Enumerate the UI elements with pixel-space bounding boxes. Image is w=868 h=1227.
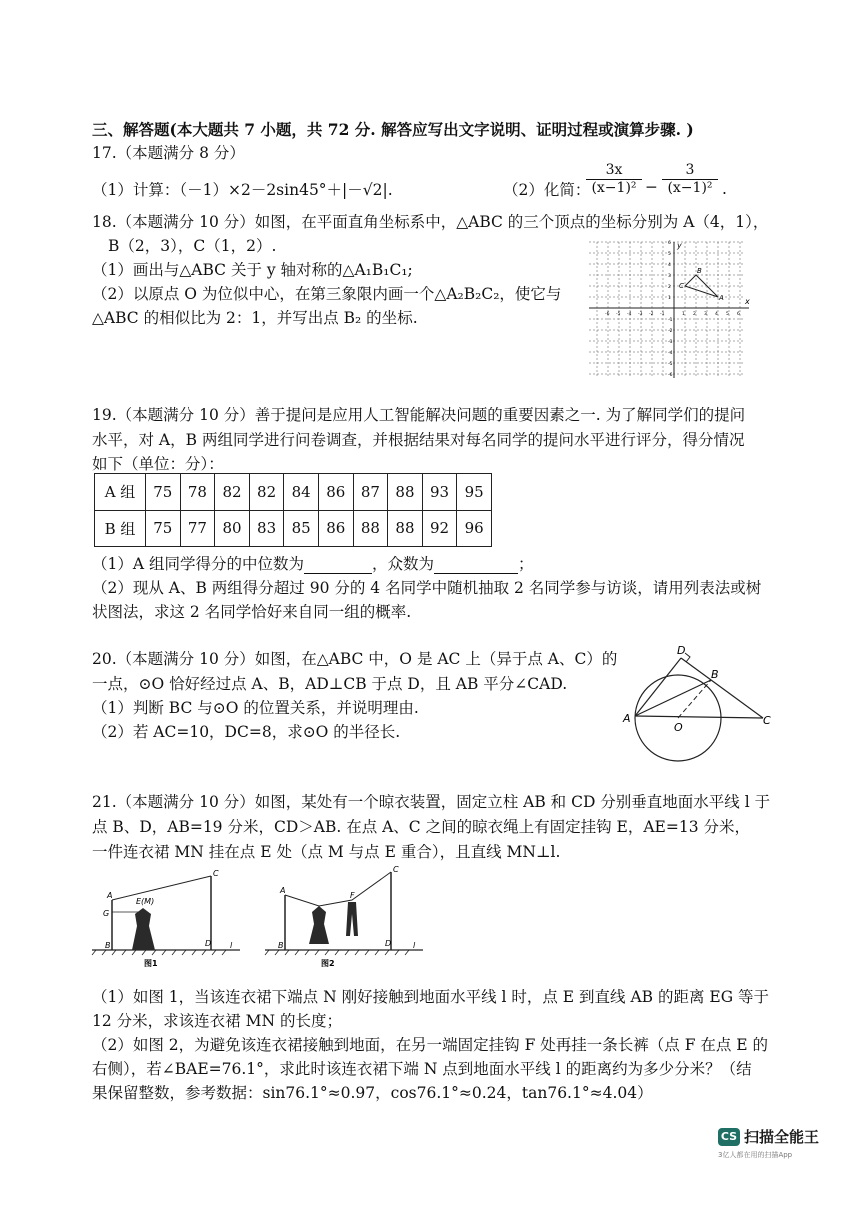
q18-line4: （2）以原点 O 为位似中心，在第三象限内画一个△A₂B₂C₂，使它与: [92, 285, 562, 303]
label-d: D: [385, 939, 392, 948]
x-axis-label: x: [745, 297, 750, 306]
table-cell: 77: [180, 510, 215, 547]
section-heading: 三、解答题(本大题共 7 小题，共 72 分. 解答应写出文字说明、证明过程或演算步骤. ): [92, 120, 694, 139]
q21-line1: 21.（本题满分 10 分）如图，某处有一个晾衣装置，固定立柱 AB 和 CD 分别垂直地面水平线 l 于: [92, 793, 771, 811]
table-cell: 84: [284, 474, 319, 511]
grid-lines: [589, 242, 745, 378]
q17-frac2: [662, 162, 718, 196]
mode-blank[interactable]: [434, 558, 518, 574]
q18-line5: △ABC 的相似比为 2：1，并写出点 B₂ 的坐标.: [92, 309, 418, 327]
clothesline: [112, 876, 211, 900]
table-cell: 86: [318, 474, 353, 511]
table-cell: 85: [284, 510, 319, 547]
label-c: C: [763, 714, 771, 727]
label-c: C: [393, 865, 399, 874]
trousers-shape: [346, 902, 358, 936]
y-tick-label: 5: [668, 252, 671, 257]
clothesline: [285, 872, 391, 906]
tick-labels: [605, 240, 740, 378]
q19-part1-c: ；: [518, 555, 534, 573]
label-d: D: [677, 644, 686, 657]
row-label: B 组: [95, 510, 146, 547]
label-b: B: [711, 668, 719, 681]
segment-ad: [635, 658, 681, 716]
x-tick-label: -4: [627, 312, 632, 317]
q17-frac2-num: 3: [685, 162, 695, 178]
scanner-logo-icon: CS: [718, 1128, 740, 1146]
label-a: A: [107, 891, 113, 900]
x-tick-label: -6: [605, 312, 610, 317]
table-cell: 82: [215, 474, 250, 511]
y-tick-label: -4: [668, 351, 673, 356]
label-l: l: [413, 941, 416, 950]
y-tick-label: 4: [668, 263, 671, 268]
label-a: A: [280, 886, 286, 895]
median-blank[interactable]: [304, 558, 372, 574]
y-tick-label: -1: [668, 318, 673, 323]
table-cell: 83: [249, 510, 284, 547]
q17-title: 17.（本题满分 8 分）: [92, 144, 245, 162]
segment-ab: [635, 680, 711, 716]
x-tick-label: -5: [616, 312, 621, 317]
segment-ob: [678, 680, 711, 718]
x-tick-label: 5: [726, 312, 729, 317]
y-tick-label: -6: [668, 373, 673, 378]
label-b: B: [105, 941, 111, 950]
y-axis-label: y: [677, 241, 682, 250]
q17-period: .: [722, 180, 727, 198]
clothes-rack-figure-1: [92, 862, 247, 977]
y-tick-label: 3: [668, 274, 671, 279]
q17-part2-prefix: （2）化简：: [503, 181, 591, 199]
scanner-tagline: 3亿人都在用的扫描App: [718, 1151, 793, 1159]
right-angle-mark: [685, 653, 690, 662]
q19-part1-b: ，众数为: [371, 555, 434, 573]
score-table: [94, 473, 492, 547]
q17-frac1-num: 3x: [605, 162, 623, 178]
label-b: B: [278, 941, 284, 950]
point-c-label: C: [679, 282, 684, 290]
label-g: G: [103, 909, 110, 918]
q20-line3: （1）判断 BC 与⊙O 的位置关系，并说明理由.: [92, 699, 419, 717]
figure-2-caption: 图2: [321, 959, 335, 968]
table-cell: 95: [457, 474, 492, 511]
q19-part1-a: （1）A 组同学得分的中位数为: [92, 555, 304, 573]
x-tick-label: 1: [682, 312, 685, 317]
table-cell: 75: [146, 474, 181, 511]
y-tick-label: 2: [668, 285, 671, 290]
q17-frac2-den: (x−1)²: [662, 179, 718, 196]
scanner-watermark: [718, 1126, 819, 1147]
q19-part2-line1: （2）现从 A、B 两组得分超过 90 分的 4 名同学中随机抽取 2 名同学参与访谈，请用列表法或树: [92, 579, 762, 597]
table-cell: 82: [249, 474, 284, 511]
label-l: l: [230, 941, 233, 950]
q17-frac1: [586, 162, 642, 196]
q21-part2-line2: 右侧），若∠BAE=76.1°，求此时该连衣裙下端 N 点到地面水平线 l 的距离约为多少分米？（结: [92, 1060, 752, 1078]
dress-shape: [309, 906, 329, 944]
q17-part1: （1）计算：（－1）×2－2sin45°＋|－√2|.: [92, 181, 393, 199]
table-cell: 88: [353, 510, 388, 547]
row-label: A 组: [95, 474, 146, 511]
label-c: C: [213, 869, 219, 878]
q20-line2: 一点，⊙O 恰好经过点 A、B，AD⊥CB 于点 D，且 AB 平分∠CAD.: [92, 675, 568, 693]
label-d: D: [205, 939, 212, 948]
x-tick-label: 3: [704, 312, 707, 317]
y-tick-label: -3: [668, 340, 673, 345]
figure-1-caption: 图1: [144, 959, 158, 968]
clothes-rack-figure-2: [265, 862, 430, 977]
ground-hatching: [92, 950, 226, 955]
table-cell: 92: [422, 510, 457, 547]
table-cell: 93: [422, 474, 457, 511]
point-a-label: A: [719, 294, 724, 302]
q17-frac1-den: (x−1)²: [586, 179, 642, 196]
x-tick-label: 6: [737, 312, 740, 317]
q19-line3: 如下（单位：分）：: [92, 455, 224, 473]
x-tick-label: 4: [715, 312, 718, 317]
table-row: [95, 474, 492, 511]
scanner-app-name: 扫描全能王: [744, 1128, 820, 1146]
table-row: [95, 510, 492, 547]
circle-triangle-figure: [615, 640, 790, 770]
y-tick-label: -5: [668, 362, 673, 367]
table-cell: 78: [180, 474, 215, 511]
table-cell: 80: [215, 510, 250, 547]
q21-part2-line1: （2）如图 2，为避免该连衣裙接触到地面，在另一端固定挂钩 F 处再挂一条长裤（点 F 在点 E 的: [92, 1036, 769, 1054]
segment-ac: [635, 716, 763, 718]
label-f: F: [350, 891, 355, 900]
label-a: A: [623, 712, 631, 725]
label-em: E(M): [136, 897, 155, 906]
ground-hatching: [265, 950, 409, 955]
q18-line1: 18.（本题满分 10 分）如图，在平面直角坐标系中，△ABC 的三个顶点的坐标分别为 A（4，1），: [92, 213, 769, 231]
label-o: O: [674, 721, 683, 734]
q18-line3: （1）画出与△ABC 关于 y 轴对称的△A₁B₁C₁;: [92, 261, 413, 279]
y-tick-label: -2: [668, 329, 673, 334]
q20-line4: （2）若 AC=10，DC=8，求⊙O 的半径长.: [92, 723, 401, 741]
table-cell: 75: [146, 510, 181, 547]
x-tick-label: -1: [660, 312, 665, 317]
q21-part1-line2: 12 分米，求该连衣裙 MN 的长度；: [92, 1012, 342, 1030]
dress-shape: [132, 908, 155, 950]
q21-line3: 一件连衣裙 MN 挂在点 E 处（点 M 与点 E 重合），且直线 MN⊥l.: [92, 843, 561, 861]
table-cell: 88: [388, 510, 423, 547]
table-cell: 87: [353, 474, 388, 511]
q17-minus: −: [645, 178, 658, 196]
q21-line2: 点 B、D，AB=19 分米，CD＞AB. 在点 A、C 之间的晾衣绳上有固定挂钩 E，AE=13 分米，: [92, 818, 750, 836]
coordinate-grid-figure: [585, 240, 755, 382]
y-tick-label: 1: [668, 296, 671, 301]
q19-part1: [92, 552, 534, 574]
y-tick-label: 6: [668, 241, 671, 246]
table-cell: 88: [388, 474, 423, 511]
q20-line1: 20.（本题满分 10 分）如图，在△ABC 中，O 是 AC 上（异于点 A、C）的: [92, 650, 618, 668]
q19-part2-line2: 状图法，求这 2 名同学恰好来自同一组的概率.: [92, 603, 412, 621]
table-cell: 86: [318, 510, 353, 547]
q19-line1: 19.（本题满分 10 分）善于提问是应用人工智能解决问题的重要因素之一. 为了解同学们的提问: [92, 406, 746, 424]
q21-part1-line1: （1）如图 1，当该连衣裙下端点 N 刚好接触到地面水平线 l 时，点 E 到直线 AB 的距离 EG 等于: [92, 988, 770, 1006]
q21-part2-line3: 果保留整数，参考数据：sin76.1°≈0.97，cos76.1°≈0.24，tan76.1°≈4.04）: [92, 1084, 653, 1102]
q18-line2: B（2，3），C（1，2）.: [108, 237, 277, 255]
x-tick-label: 2: [693, 312, 696, 317]
x-tick-label: -3: [638, 312, 643, 317]
table-cell: 96: [457, 510, 492, 547]
x-tick-label: -2: [649, 312, 654, 317]
point-b-label: B: [697, 267, 702, 275]
q19-line2: 水平，对 A，B 两组同学进行问卷调查，并根据结果对每名同学的提问水平进行评分，得分情况: [92, 431, 745, 449]
